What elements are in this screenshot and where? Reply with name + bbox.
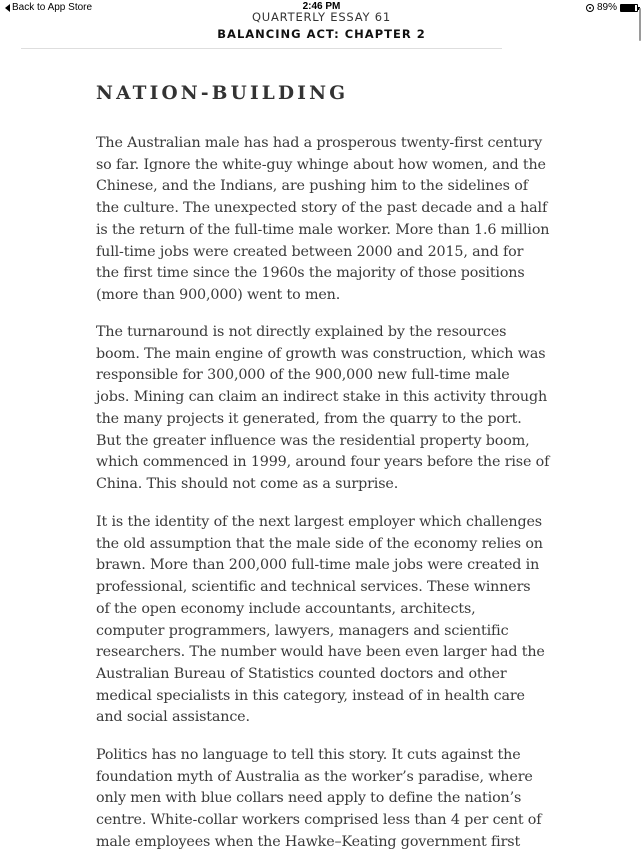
text-line: so far. Ignore the white-guy whinge about how women, and the [96,156,546,173]
text-line: The turnaround is not directly explained by the resources [96,324,507,340]
text-line: responsible for 300,000 of the 900,000 new full-time male [96,367,510,384]
text-line: the culture. The unexpected story of the past decade and a half [96,200,548,217]
text-line: the old assumption that the male side of the economy relies on [96,535,543,552]
text-line: only men with blue collars need apply to define the nation’s [96,790,522,807]
paragraph [96,322,549,496]
text-line: But the greater influence was the residential property boom, [96,432,530,449]
text-line: the many projects it generated, from the quarry to the port. [96,410,522,427]
text-line: medical specialists in this category, instead of in health care [96,687,525,704]
paragraph [96,512,545,729]
text-line: Chinese, and the Indians, are pushing him to the sidelines of [96,178,528,195]
battery-percent: 89% [596,2,617,13]
text-line: researchers. The number would have been even larger had the [96,644,545,661]
text-line: Australian Bureau of Statistics counted doctors and other [96,665,507,682]
status-time: 2:46 PM [302,1,341,12]
book-header [0,11,643,41]
text-line: It is the identity of the next largest employer which challenges [96,514,542,530]
paragraph [96,745,541,854]
text-line: professional, scientific and technical services. These winners [96,579,531,596]
text-line: jobs. Mining can claim an indirect stake in this activity through [96,389,548,406]
text-line: foundation myth of Australia as the worker’s paradise, where [96,768,533,785]
header-divider [21,48,502,49]
reading-content [96,80,566,850]
text-line: centre. White-collar workers comprised less than 4 per cent of [96,812,542,829]
text-line: the first time since the 1960s the majority of those positions [96,265,525,282]
text-line: which commenced in 1999, around four years before the rise of [96,454,550,471]
book-title: QUARTERLY ESSAY 61 [251,10,392,24]
text-line: is the return of the full-time male worker. More than 1.6 million [96,221,550,238]
text-line: (more than 900,000) went to men. [96,286,341,303]
text-line: boom. The main engine of growth was construction, which was [96,345,546,362]
scrollbar[interactable] [639,8,641,41]
text-line: China. This should not come as a surprise. [96,475,399,492]
text-line: brawn. More than 200,000 full-time male jobs were created in [96,557,540,574]
text-line: and social assistance. [96,709,250,726]
battery-level-fill [621,5,635,11]
text-line: Politics has no language to tell this story. It cuts against the [96,747,521,763]
text-line: full-time jobs were created between 2000 and 2015, and for [96,243,524,260]
text-line: The Australian male has had a prosperous twenty-first century [96,135,543,151]
text-line: computer programmers, lawyers, managers and scientific [96,622,509,639]
paragraph [96,133,549,307]
section-heading: NATION-BUILDING [96,83,349,104]
text-line: male employees when the Hawke–Keating government first [96,833,521,850]
back-label: Back to App Store [12,2,93,13]
text-line: of the open economy include accountants, architects, [96,600,476,617]
chapter-title: BALANCING ACT: CHAPTER 2 [217,27,426,41]
